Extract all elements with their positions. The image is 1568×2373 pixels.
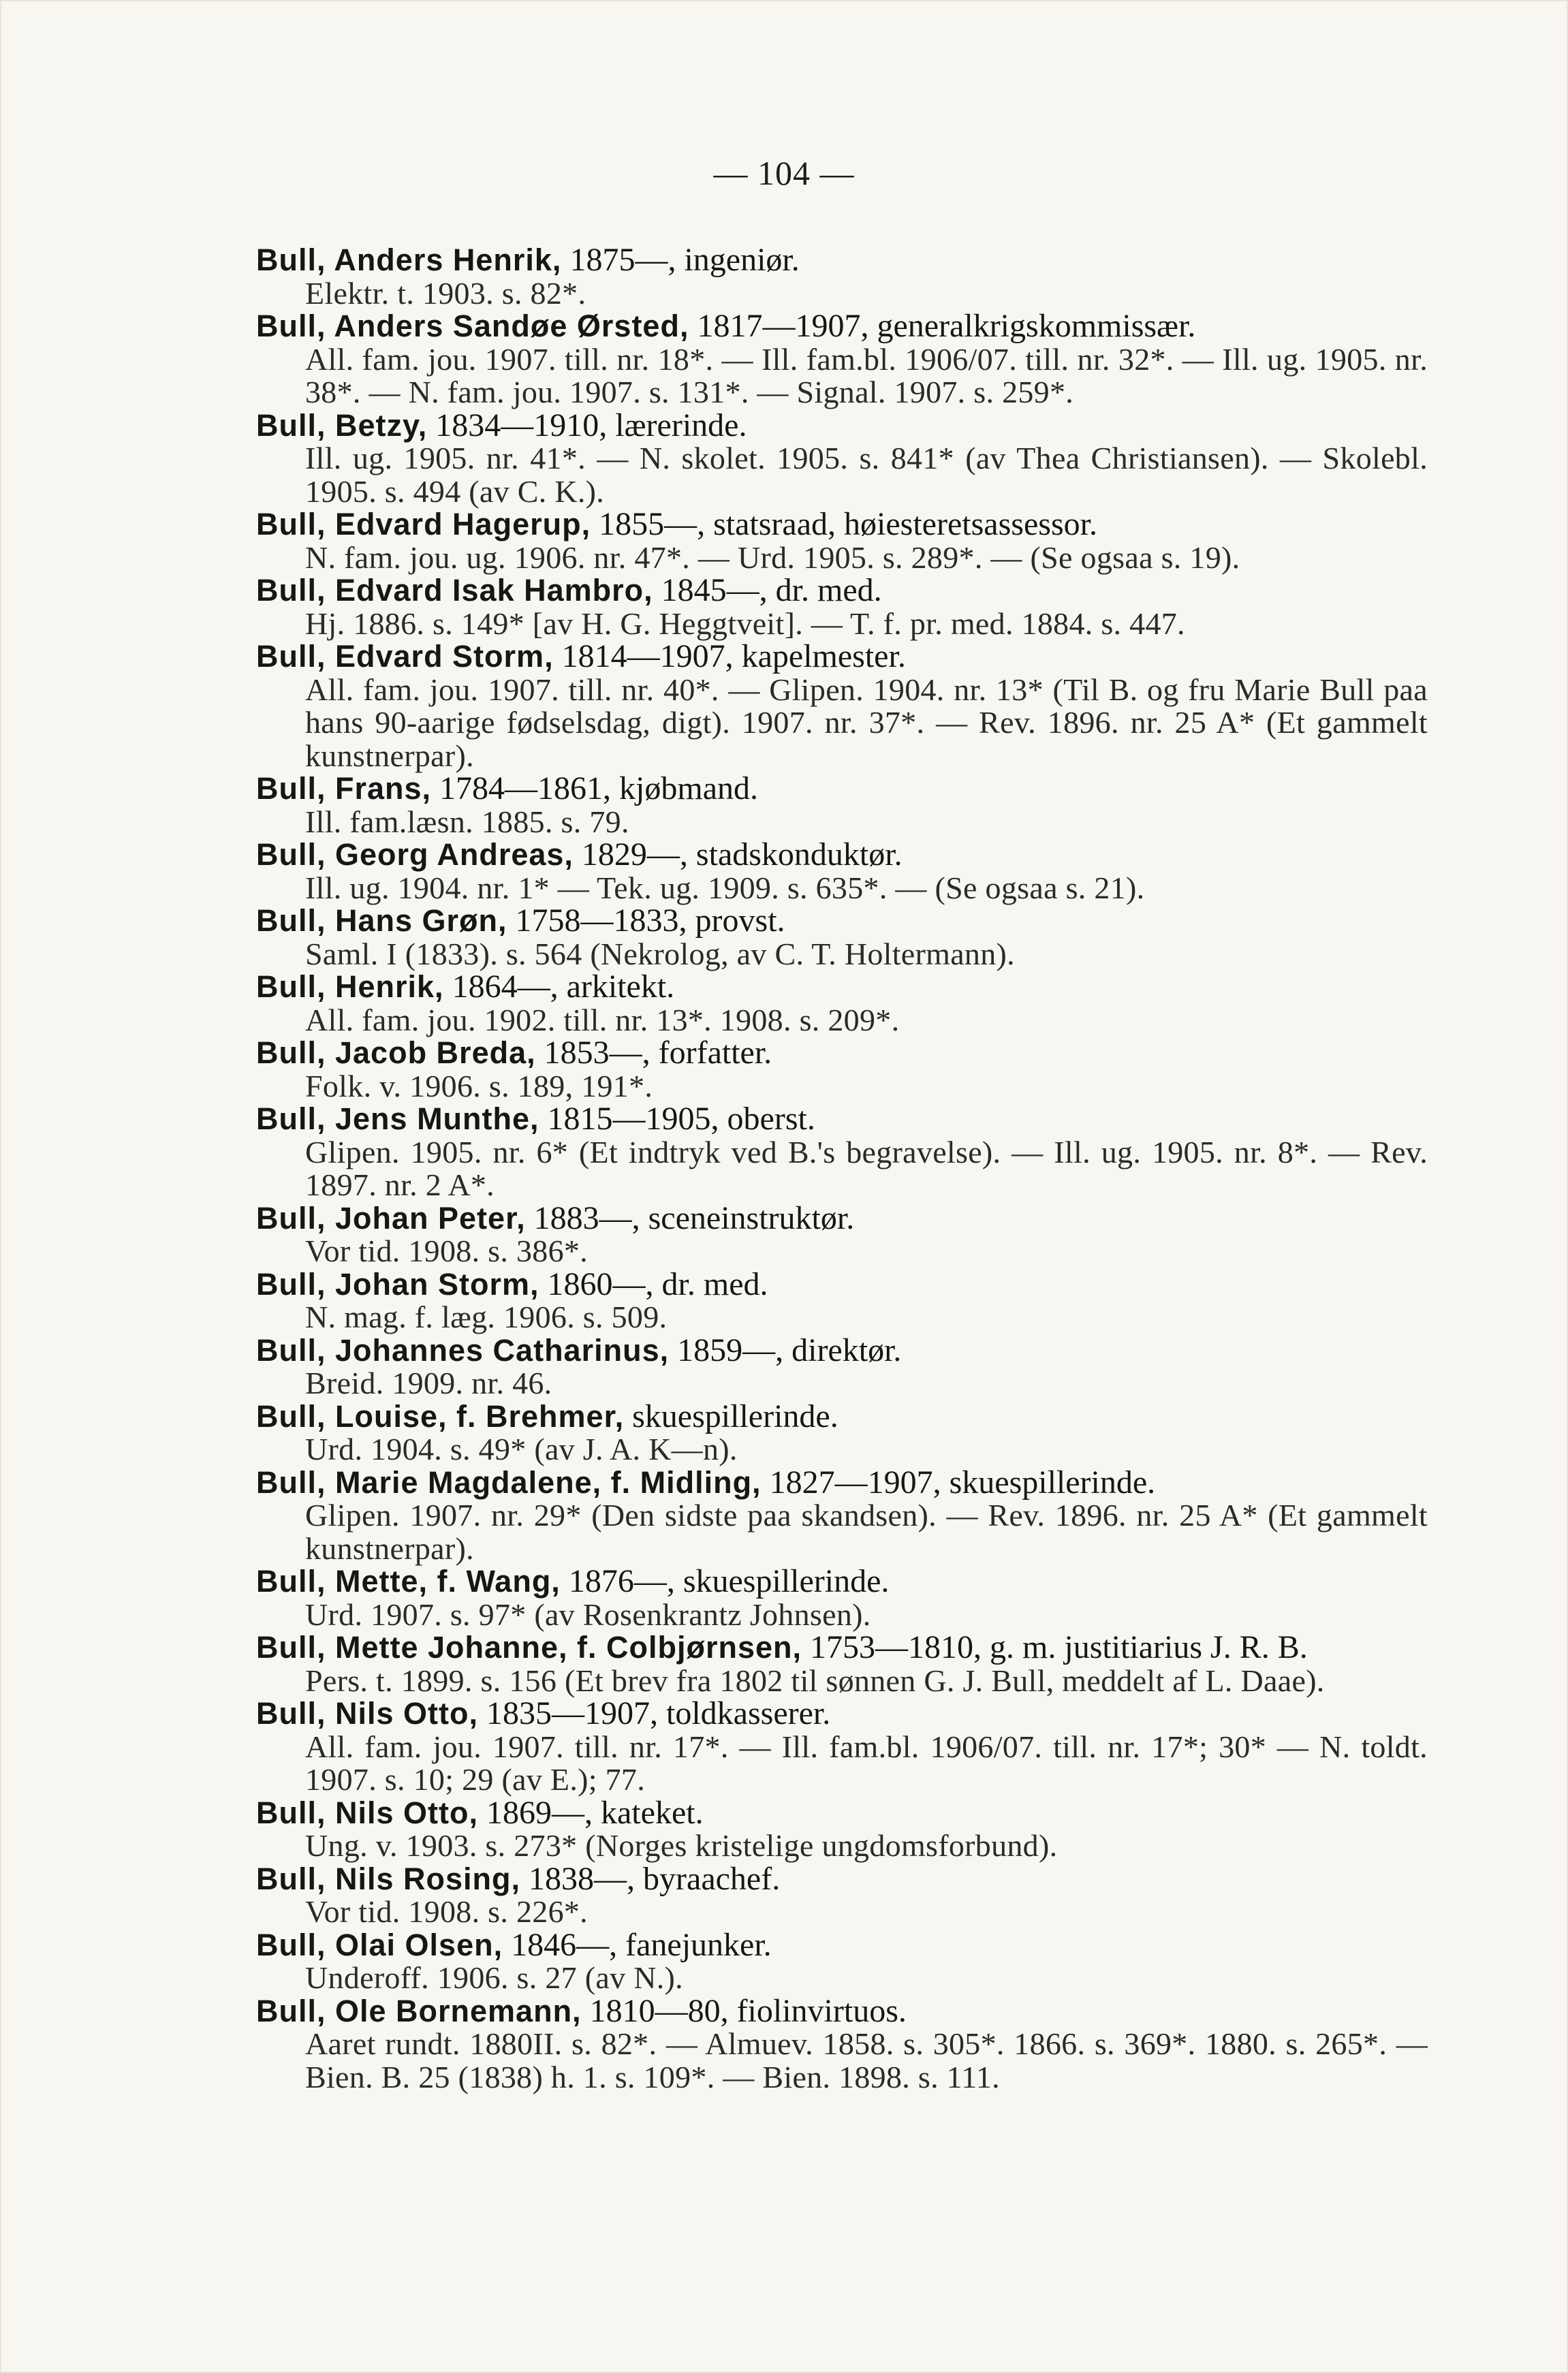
entry-references: Glipen. 1907. nr. 29* (Den sidste paa skandsen). — Rev. 1896. nr. 25 A* (Et gammelt kunstnerpar). xyxy=(305,1498,1428,1566)
entry-heading xyxy=(256,1199,1428,1236)
entry-name: Bull, Edvard Hagerup, xyxy=(256,507,591,541)
entry-name: Bull, Nils Otto, xyxy=(256,1795,478,1830)
entry-name: Bull, Johan Peter, xyxy=(256,1200,526,1236)
bibliography-entry xyxy=(256,1794,1428,1863)
bibliography-entry xyxy=(256,640,1428,772)
entry-description: 1853—, forfatter. xyxy=(535,1035,772,1071)
entry-references: All. fam. jou. 1902. till. nr. 13*. 1908. s. 209*. xyxy=(305,1002,900,1037)
entry-name: Bull, Jens Munthe, xyxy=(256,1101,539,1136)
entry-description: 1869—, kateket. xyxy=(478,1794,704,1831)
entry-description: 1883—, sceneinstruktør. xyxy=(525,1199,855,1236)
entry-heading xyxy=(256,574,1428,608)
entry-references: Saml. I (1833). s. 564 (Nekrolog, av C. T. Holtermann). xyxy=(305,936,1015,971)
bibliography-entry xyxy=(256,1631,1428,1697)
entry-heading xyxy=(256,1103,1428,1136)
entry-name: Bull, Hans Grøn, xyxy=(256,903,507,938)
bibliography-entry xyxy=(256,1466,1428,1566)
entry-description: 1838—, byraachef. xyxy=(520,1860,781,1897)
bibliography-entry xyxy=(256,1400,1428,1466)
entry-name: Bull, Mette Johanne, f. Colbjørnsen, xyxy=(256,1630,802,1665)
entry-name: Bull, Ole Bornemann, xyxy=(256,1993,582,2028)
entry-description: 1834—1910, lærerinde. xyxy=(427,407,747,443)
entry-references: All. fam. jou. 1907. till. nr. 40*. — Glipen. 1904. nr. 13* (Til B. og fru Marie Bull paa hans 90-aarige fødselsdag, digt). 1907. nr. 37*. — Rev. 1896. nr. 25 A* (Et gammelt kunstnerpar). xyxy=(305,672,1428,773)
entry-references: Elektr. t. 1903. s. 82*. xyxy=(305,275,586,311)
entry-description: 1864—, arkitekt. xyxy=(443,969,675,1005)
entry-heading xyxy=(256,244,1428,277)
bibliography-entry xyxy=(256,772,1428,838)
entry-heading xyxy=(256,1268,1428,1302)
entry-heading xyxy=(256,1565,1428,1599)
entry-references: Folk. v. 1906. s. 189, 191*. xyxy=(305,1068,653,1103)
entry-references: Ung. v. 1903. s. 273* (Norges kristelige ungdomsforbund). xyxy=(305,1828,1058,1863)
bibliography-entry xyxy=(256,1334,1428,1400)
entry-name: Bull, Frans, xyxy=(256,771,432,806)
entry-name: Bull, Johannes Catharinus, xyxy=(256,1332,670,1368)
entry-description: 1829—, stadskonduktør. xyxy=(573,836,903,873)
entry-name: Bull, Betzy, xyxy=(256,407,428,443)
bibliography-entry xyxy=(256,1992,1428,2094)
entry-description: 1859—, direktør. xyxy=(669,1332,902,1368)
entry-description: 1845—, dr. med. xyxy=(653,572,882,608)
entry-references: Urd. 1907. s. 97* (av Rosenkrantz Johnsen). xyxy=(305,1597,871,1632)
entry-references: N. fam. jou. ug. 1906. nr. 47*. — Urd. 1905. s. 289*. — (Se ogsaa s. 19). xyxy=(305,539,1240,575)
entry-name: Bull, Edvard Storm, xyxy=(256,639,554,674)
entry-name: Bull, Jacob Breda, xyxy=(256,1035,536,1070)
entry-name: Bull, Anders Sandøe Ørsted, xyxy=(256,309,689,343)
entry-references: Glipen. 1905. nr. 6* (Et indtryk ved B.'s begravelse). — Ill. ug. 1905. nr. 8*. — Rev. 1897. nr. 2 A*. xyxy=(305,1134,1428,1202)
entry-description: 1814—1907, kapelmester. xyxy=(553,638,906,674)
entry-heading xyxy=(256,1860,1428,1897)
bibliography-entry xyxy=(256,902,1428,971)
entry-references: All. fam. jou. 1907. till. nr. 17*. — Ill. fam.bl. 1906/07. till. nr. 17*; 30* — N. toldt. 1907. s. 10; 29 (av E.); 77. xyxy=(305,1729,1428,1797)
entry-name: Bull, Edvard Isak Hambro, xyxy=(256,573,653,608)
bibliography-entry xyxy=(256,310,1428,409)
entry-references: Ill. fam.læsn. 1885. s. 79. xyxy=(305,804,629,839)
entry-description: 1835—1907, toldkasserer. xyxy=(478,1695,831,1731)
entry-description: 1758—1833, provst. xyxy=(507,902,785,939)
bibliography-entry xyxy=(256,838,1428,905)
bibliography-entry xyxy=(256,409,1428,509)
entry-heading xyxy=(256,772,1428,806)
entry-heading xyxy=(256,1334,1428,1368)
entry-references: Ill. ug. 1905. nr. 41*. — N. skolet. 1905. s. 841* (av Thea Christiansen). — Skolebl. 1905. s. 494 (av C. K.). xyxy=(305,441,1428,509)
entry-references: All. fam. jou. 1907. till. nr. 18*. — Ill. fam.bl. 1906/07. till. nr. 32*. — Ill. ug. 1905. nr. 38*. — N. fam. jou. 1907. s. 131*. — Signal. 1907. s. 259*. xyxy=(305,341,1428,409)
entry-name: Bull, Nils Rosing, xyxy=(256,1861,521,1896)
entry-description: 1815—1905, oberst. xyxy=(539,1101,815,1137)
bibliography-entry xyxy=(256,1860,1428,1929)
entry-references: Pers. t. 1899. s. 156 (Et brev fra 1802 til sønnen G. J. Bull, meddelt af L. Daae). xyxy=(305,1663,1325,1698)
bibliography-entry xyxy=(256,1565,1428,1631)
entry-description: 1876—, skuespillerinde. xyxy=(560,1563,890,1599)
bibliography-entry xyxy=(256,971,1428,1037)
bibliography-entry xyxy=(256,1268,1428,1334)
entry-heading xyxy=(256,409,1428,443)
entry-name: Bull, Mette, f. Wang, xyxy=(256,1564,561,1599)
entry-heading xyxy=(256,1794,1428,1831)
bibliography-list xyxy=(256,244,1428,2094)
entry-references: Underoff. 1906. s. 27 (av N.). xyxy=(305,1960,683,1995)
entry-description: 1817—1907, generalkrigskommissær. xyxy=(689,308,1196,344)
entry-references: Urd. 1904. s. 49* (av J. A. K—n). xyxy=(305,1432,738,1466)
entry-heading xyxy=(256,838,1428,872)
bibliography-entry xyxy=(256,1926,1428,1995)
entry-heading xyxy=(256,640,1428,674)
entry-references: Ill. ug. 1904. nr. 1* — Tek. ug. 1909. s. 635*. — (Se ogsaa s. 21). xyxy=(305,870,1145,905)
bibliography-entry xyxy=(256,1199,1428,1268)
entry-heading xyxy=(256,508,1428,541)
entry-name: Bull, Olai Olsen, xyxy=(256,1927,503,1962)
bibliography-entry xyxy=(256,574,1428,640)
entry-heading xyxy=(256,902,1428,939)
entry-name: Bull, Anders Henrik, xyxy=(256,242,562,277)
bibliography-entry xyxy=(256,1697,1428,1797)
entry-description: 1860—, dr. med. xyxy=(539,1266,768,1302)
entry-description: 1875—, ingeniør. xyxy=(561,242,800,278)
entry-description: 1753—1810, g. m. justitiarius J. R. B. xyxy=(802,1629,1308,1665)
entry-heading xyxy=(256,1631,1428,1665)
entry-heading xyxy=(256,1992,1428,2029)
entry-description: 1784—1861, kjøbmand. xyxy=(431,770,759,806)
entry-references: N. mag. f. læg. 1906. s. 509. xyxy=(305,1300,668,1334)
entry-references: Aaret rundt. 1880II. s. 82*. — Almuev. 1858. s. 305*. 1866. s. 369*. 1880. s. 265*. — Bien. B. 25 (1838) h. 1. s. 109*. — Bien. 1898. s. 111. xyxy=(305,2026,1428,2094)
page-number: — 104 — xyxy=(713,154,855,192)
entry-heading xyxy=(256,1400,1428,1434)
entry-description: 1827—1907, skuespillerinde. xyxy=(761,1464,1156,1500)
entry-name: Bull, Johan Storm, xyxy=(256,1266,539,1302)
entry-heading xyxy=(256,1037,1428,1070)
entry-heading xyxy=(256,1697,1428,1731)
entry-references: Breid. 1909. nr. 46. xyxy=(305,1366,552,1400)
entry-heading xyxy=(256,1466,1428,1500)
entry-description: skuespillerinde. xyxy=(624,1398,838,1434)
bibliography-entry xyxy=(256,1037,1428,1103)
bibliography-entry xyxy=(256,508,1428,574)
bibliography-entry xyxy=(256,1103,1428,1202)
entry-name: Bull, Nils Otto, xyxy=(256,1696,478,1731)
entry-name: Bull, Henrik, xyxy=(256,969,444,1004)
entry-references: Vor tid. 1908. s. 226*. xyxy=(305,1894,588,1929)
entry-name: Bull, Georg Andreas, xyxy=(256,837,574,872)
entry-references: Hj. 1886. s. 149* [av H. G. Heggtveit]. — T. f. pr. med. 1884. s. 447. xyxy=(305,606,1185,641)
entry-name: Bull, Marie Magdalene, f. Midling, xyxy=(256,1464,762,1500)
entry-references: Vor tid. 1908. s. 386*. xyxy=(305,1233,588,1268)
entry-heading xyxy=(256,310,1428,343)
entry-name: Bull, Louise, f. Brehmer, xyxy=(256,1398,625,1434)
entry-description: 1846—, fanejunker. xyxy=(503,1926,772,1963)
entry-description: 1855—, statsraad, høiesteretsassessor. xyxy=(591,506,1097,542)
bibliography-entry xyxy=(256,244,1428,310)
entry-heading xyxy=(256,971,1428,1004)
entry-heading xyxy=(256,1926,1428,1963)
entry-description: 1810—80, fiolinvirtuos. xyxy=(581,1992,907,2029)
